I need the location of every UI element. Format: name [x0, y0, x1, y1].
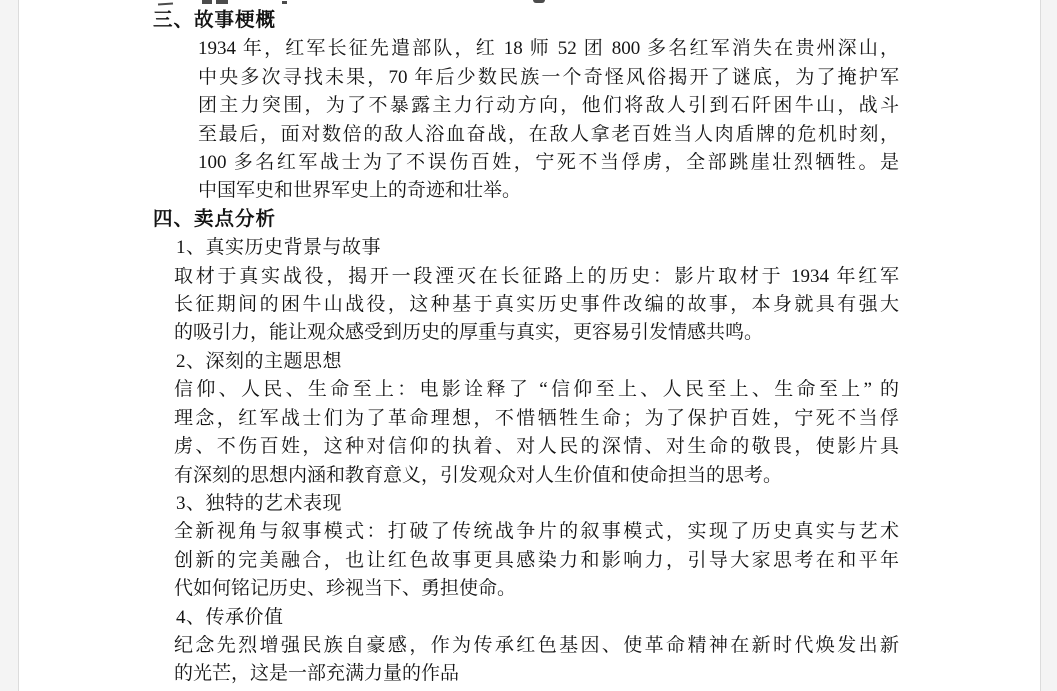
- text-line: 理念，红军战士们为了革命理想，不惜牺牲生命；为了保护百姓，宁死不当俘: [174, 407, 899, 429]
- section-heading: 四、卖点分析: [153, 208, 277, 230]
- paragraph: [174, 263, 899, 348]
- subsection-heading: 4、传承价值: [176, 606, 284, 628]
- page-right-margin: [1040, 0, 1057, 691]
- text-line: 团主力突围，为了不暴露主力行动方向，他们将敌人引到石阡困牛山，战斗: [198, 95, 899, 117]
- paragraph: [174, 518, 899, 603]
- clipped-stroke: [282, 1, 287, 4]
- text-line: 的光芒，这是一部充满力量的作品: [174, 663, 460, 685]
- paragraph: [174, 632, 899, 689]
- text-line: 中国军史和世界军史上的奇迹和壮举。: [198, 180, 522, 202]
- document-page[interactable]: [19, 0, 1040, 691]
- text-line: 全新视角与叙事模式：打破了传统战争片的叙事模式，实现了历史真实与艺术: [174, 521, 899, 543]
- section-heading: 三、故事梗概: [153, 10, 277, 31]
- document-content: [153, 7, 899, 689]
- text-line: 至最后，面对数倍的敌人浴血奋战，在敌人拿老百姓当人肉盾牌的危机时刻，: [198, 123, 899, 145]
- text-line: 信仰、人民、生命至上：电影诠释了 “信仰至上、人民至上、生命至上” 的: [174, 379, 899, 401]
- clipped-stroke: [158, 2, 173, 5]
- text-line: 100 多名红军战士为了不误伤百姓，宁死不当俘虏，全部跳崖壮烈牺牲。是: [198, 152, 899, 174]
- text-line: 长征期间的困牛山战役，这种基于真实历史事件改编的故事，本身就具有强大: [174, 294, 899, 316]
- paragraph: [198, 35, 899, 205]
- text-line: 的吸引力，能让观众感受到历史的厚重与真实，更容易引发情感共鸣。: [174, 322, 764, 344]
- paragraph: [174, 376, 899, 490]
- text-line: 创新的完美融合，也让红色故事更具感染力和影响力，引导大家思考在和平年: [174, 549, 899, 571]
- page-left-margin: [0, 0, 19, 691]
- text-line: 1934 年，红军长征先遣部队，红 18 师 52 团 800 多名红军消失在贵州深山，: [198, 38, 899, 60]
- subsection-heading: 2、深刻的主题思想: [176, 350, 343, 372]
- clipped-stroke: [533, 0, 545, 3]
- clipped-stroke: [216, 0, 228, 4]
- subsection-heading: 1、真实历史背景与故事: [176, 237, 382, 259]
- text-line: 中央多次寻找未果，70 年后少数民族一个奇怪风俗揭开了谜底，为了掩护军: [198, 66, 899, 88]
- text-line: 取材于真实战役，揭开一段湮灭在长征路上的历史：影片取材于 1934 年红军: [174, 265, 899, 287]
- subsection-heading: 3、独特的艺术表现: [176, 492, 343, 514]
- clipped-stroke: [202, 0, 212, 4]
- text-line: 虏、不伤百姓，这种对信仰的执着、对人民的深情、对生命的敬畏，使影片具: [174, 436, 899, 458]
- text-line: 有深刻的思想内涵和教育意义，引发观众对人生价值和使命担当的思考。: [174, 464, 783, 486]
- text-line: 纪念先烈增强民族自豪感，作为传承红色基因、使革命精神在新时代焕发出新: [174, 634, 899, 656]
- text-line: 代如何铭记历史、珍视当下、勇担使命。: [174, 578, 517, 600]
- clipped-line-remnant: [0, 0, 1057, 6]
